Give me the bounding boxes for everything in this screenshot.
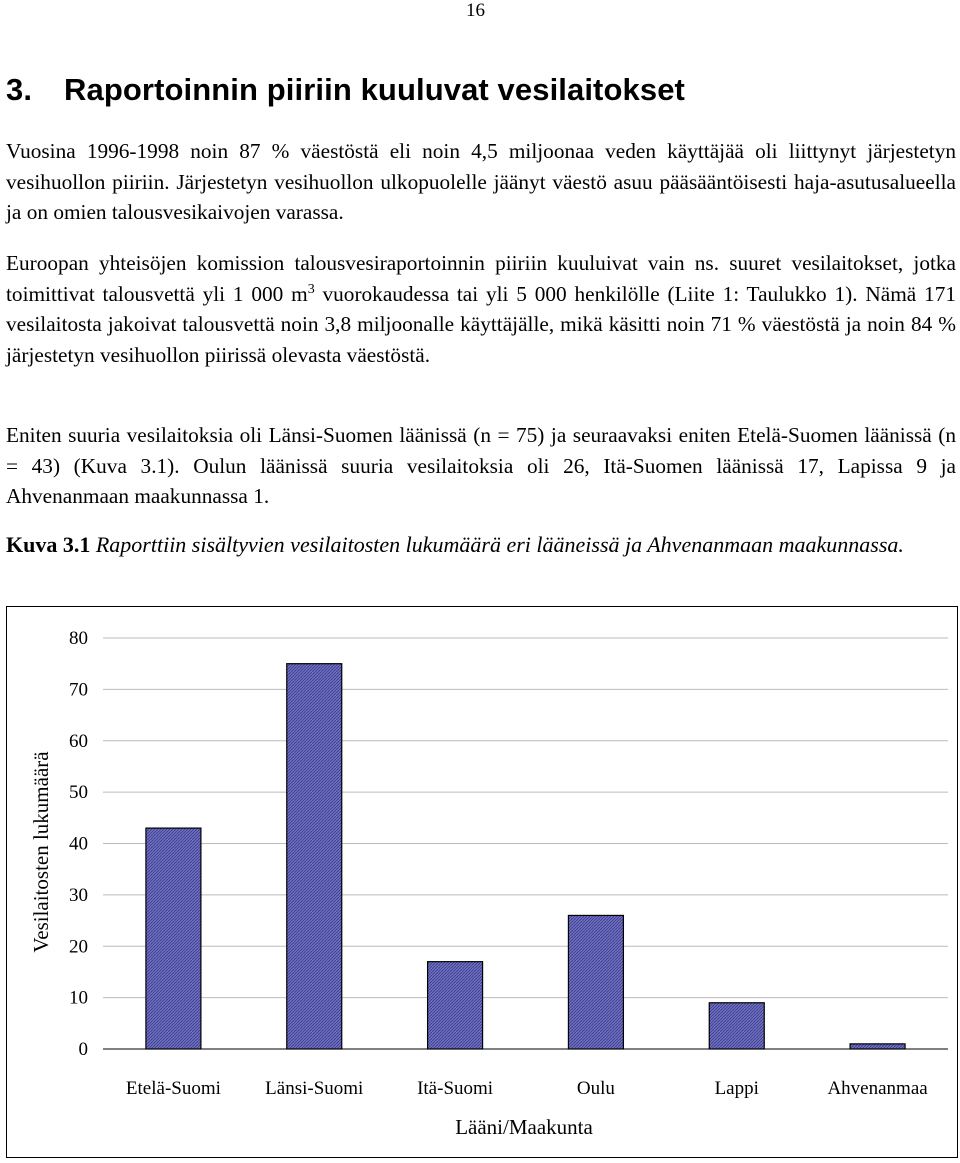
- bar: [146, 828, 201, 1049]
- x-tick-label: Ahvenanmaa: [827, 1078, 928, 1099]
- figure-caption-text: Raporttiin sisältyvien vesilaitosten lukumäärä eri lääneissä ja Ahvenanmaan maakunnassa.: [90, 532, 904, 557]
- bar-chart: [6, 606, 958, 1158]
- bar-chart-container: [6, 606, 958, 1158]
- x-tick-label: Lappi: [714, 1078, 759, 1099]
- y-tick-label: 0: [78, 1039, 88, 1060]
- superscript-3: 3: [307, 281, 315, 297]
- x-tick-label: Itä-Suomi: [417, 1078, 494, 1099]
- section-heading: [6, 72, 685, 108]
- y-tick-label: 80: [69, 628, 88, 649]
- paragraph-2-text-start: Euroopan yhteisöjen komission talousvesiraportoinnin piiriin kuuluivat vain ns. suuret vesilaitokset, jotka toimittivat talousvettä yli 1 000 m: [6, 251, 956, 306]
- paragraph-2: [6, 248, 956, 370]
- paragraph-1: Vuosina 1996-1998 noin 87 % väestöstä eli noin 4,5 miljoonaa veden käyttäjää oli liittynyt järjestetyn vesihuollon piiriin. Järjestetyn vesihuollon ulkopuolelle jäänyt väestö asuu pääsääntöisesti haja-asutusalueella ja on omien talousvesikaivojen varassa.: [6, 139, 956, 224]
- y-axis-label: Vesilaitosten lukumäärä: [29, 751, 53, 953]
- y-tick-label: 60: [69, 730, 88, 752]
- y-tick-label: 50: [69, 782, 88, 804]
- bar: [428, 962, 483, 1049]
- x-tick-label: Etelä-Suomi: [125, 1078, 221, 1099]
- y-tick-label: 40: [69, 833, 88, 855]
- bar: [287, 664, 342, 1049]
- paragraph-3: Eniten suuria vesilaitoksia oli Länsi-Suomen läänissä (n = 75) ja seuraavaksi eniten Etelä-Suomen läänissä (n = 43) (Kuva 3.1). Oulun läänissä suuria vesilaitoksia oli 26, Itä-Suomen läänissä 17, Lapissa 9 ja Ahvenanmaan maakunnassa 1.: [6, 423, 956, 508]
- y-tick-label: 10: [69, 987, 88, 1009]
- figure-caption: [6, 530, 956, 560]
- y-tick-label: 70: [69, 679, 88, 701]
- x-axis-label: Lääni/Maakunta: [455, 1115, 593, 1139]
- section-title: Raportoinnin piiriin kuuluvat vesilaitokset: [64, 72, 685, 107]
- y-tick-label: 20: [69, 936, 88, 958]
- bar: [850, 1044, 905, 1049]
- y-tick-label: 30: [69, 884, 88, 906]
- x-tick-label: Länsi-Suomi: [265, 1078, 364, 1099]
- section-number: 3.: [6, 72, 33, 107]
- page-number: 16: [466, 0, 485, 21]
- x-tick-label: Oulu: [576, 1078, 615, 1099]
- bar: [709, 1003, 764, 1049]
- bar: [568, 915, 623, 1049]
- paragraph-2-text-end: vuorokaudessa tai yli 5 000 henkilölle (Liite 1: Taulukko 1). Nämä 171 vesilaitosta jakoivat talousvettä noin 3,8 miljoonalle käyttäjälle, mikä käsitti noin 71 % väestöstä ja noin 84 % järjestetyn vesihuollon piirissä olevasta väestöstä.: [6, 281, 956, 367]
- figure-label: Kuva 3.1: [6, 532, 91, 557]
